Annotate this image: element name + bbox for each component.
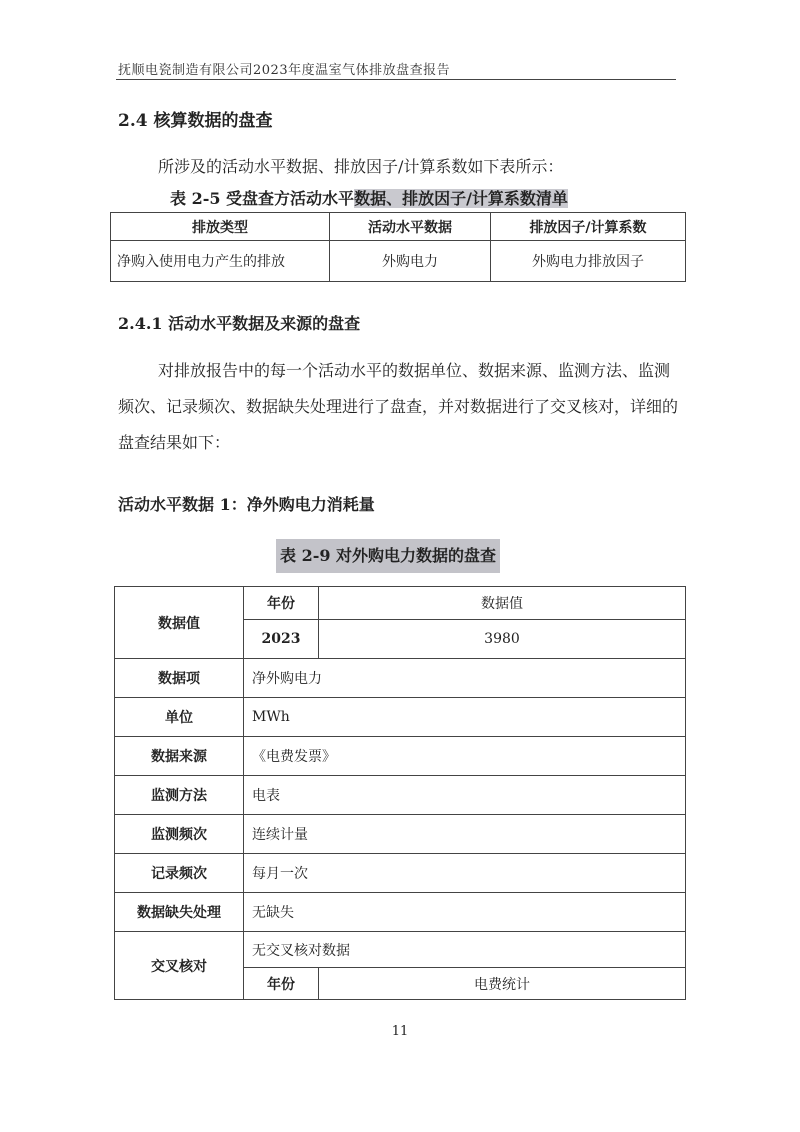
intro-paragraph: 所涉及的活动水平数据、排放因子/计算系数如下表所示： bbox=[158, 157, 564, 176]
table-row bbox=[115, 932, 686, 968]
row-value: MWh bbox=[244, 698, 686, 737]
emission-factor-table bbox=[110, 212, 686, 282]
row-label: 单位 bbox=[115, 698, 244, 737]
page-number: 11 bbox=[391, 1024, 409, 1039]
row-value: 每月一次 bbox=[244, 854, 686, 893]
data-value: 3980 bbox=[319, 620, 686, 659]
table-row bbox=[115, 776, 686, 815]
section-heading: 2.4 核算数据的盘查 bbox=[118, 111, 273, 131]
electricity-data-table bbox=[114, 586, 686, 1000]
cross-check-text: 无交叉核对数据 bbox=[244, 932, 686, 968]
table-cell: 净购入使用电力产生的排放 bbox=[111, 241, 330, 282]
row-label: 数据缺失处理 bbox=[115, 893, 244, 932]
cross-source: 电费统计 bbox=[319, 968, 686, 1000]
row-value: 《电费发票》 bbox=[244, 737, 686, 776]
row-label: 交叉核对 bbox=[115, 932, 244, 1000]
row-value: 电表 bbox=[244, 776, 686, 815]
row-label: 数据值 bbox=[115, 587, 244, 659]
caption-highlight: 数据、排放因子/计算系数清单 bbox=[354, 189, 568, 208]
header-cell: 排放类型 bbox=[111, 213, 330, 241]
table-row bbox=[115, 698, 686, 737]
value-header: 数据值 bbox=[319, 587, 686, 620]
table-header-row bbox=[111, 213, 686, 241]
subsection-heading: 2.4.1 活动水平数据及来源的盘查 bbox=[118, 314, 361, 333]
table-cell: 外购电力排放因子 bbox=[491, 241, 686, 282]
table-row bbox=[115, 815, 686, 854]
body-paragraph: 对排放报告中的每一个活动水平的数据单位、数据来源、监测方法、监测频次、记录频次、数据缺失处理进行了盘查，并对数据进行了交叉核对，详细的盘查结果如下： bbox=[118, 361, 679, 452]
header-cell: 活动水平数据 bbox=[330, 213, 491, 241]
activity-data-heading: 活动水平数据 1：净外购电力消耗量 bbox=[118, 495, 375, 514]
table-cell: 外购电力 bbox=[330, 241, 491, 282]
table-row bbox=[115, 737, 686, 776]
caption-prefix: 表 2-5 受盘查方活动水平 bbox=[170, 189, 355, 208]
page-header: 抚顺电瓷制造有限公司2023年度温室气体排放盘查报告 bbox=[118, 63, 451, 78]
table-row bbox=[115, 893, 686, 932]
table-row bbox=[115, 659, 686, 698]
row-value: 无缺失 bbox=[244, 893, 686, 932]
header-cell: 排放因子/计算系数 bbox=[491, 213, 686, 241]
cross-year-header: 年份 bbox=[244, 968, 319, 1000]
row-label: 监测频次 bbox=[115, 815, 244, 854]
table-row bbox=[115, 587, 686, 620]
year-value: 2023 bbox=[244, 620, 319, 659]
row-value: 连续计量 bbox=[244, 815, 686, 854]
row-value: 净外购电力 bbox=[244, 659, 686, 698]
table-row bbox=[115, 854, 686, 893]
row-label: 监测方法 bbox=[115, 776, 244, 815]
header-divider bbox=[116, 79, 676, 80]
table-row bbox=[111, 241, 686, 282]
row-label: 数据项 bbox=[115, 659, 244, 698]
row-label: 数据来源 bbox=[115, 737, 244, 776]
table-caption-2-5 bbox=[170, 186, 568, 212]
year-header: 年份 bbox=[244, 587, 319, 620]
row-label: 记录频次 bbox=[115, 854, 244, 893]
table-caption-2-9: 表 2-9 对外购电力数据的盘查 bbox=[276, 539, 500, 573]
